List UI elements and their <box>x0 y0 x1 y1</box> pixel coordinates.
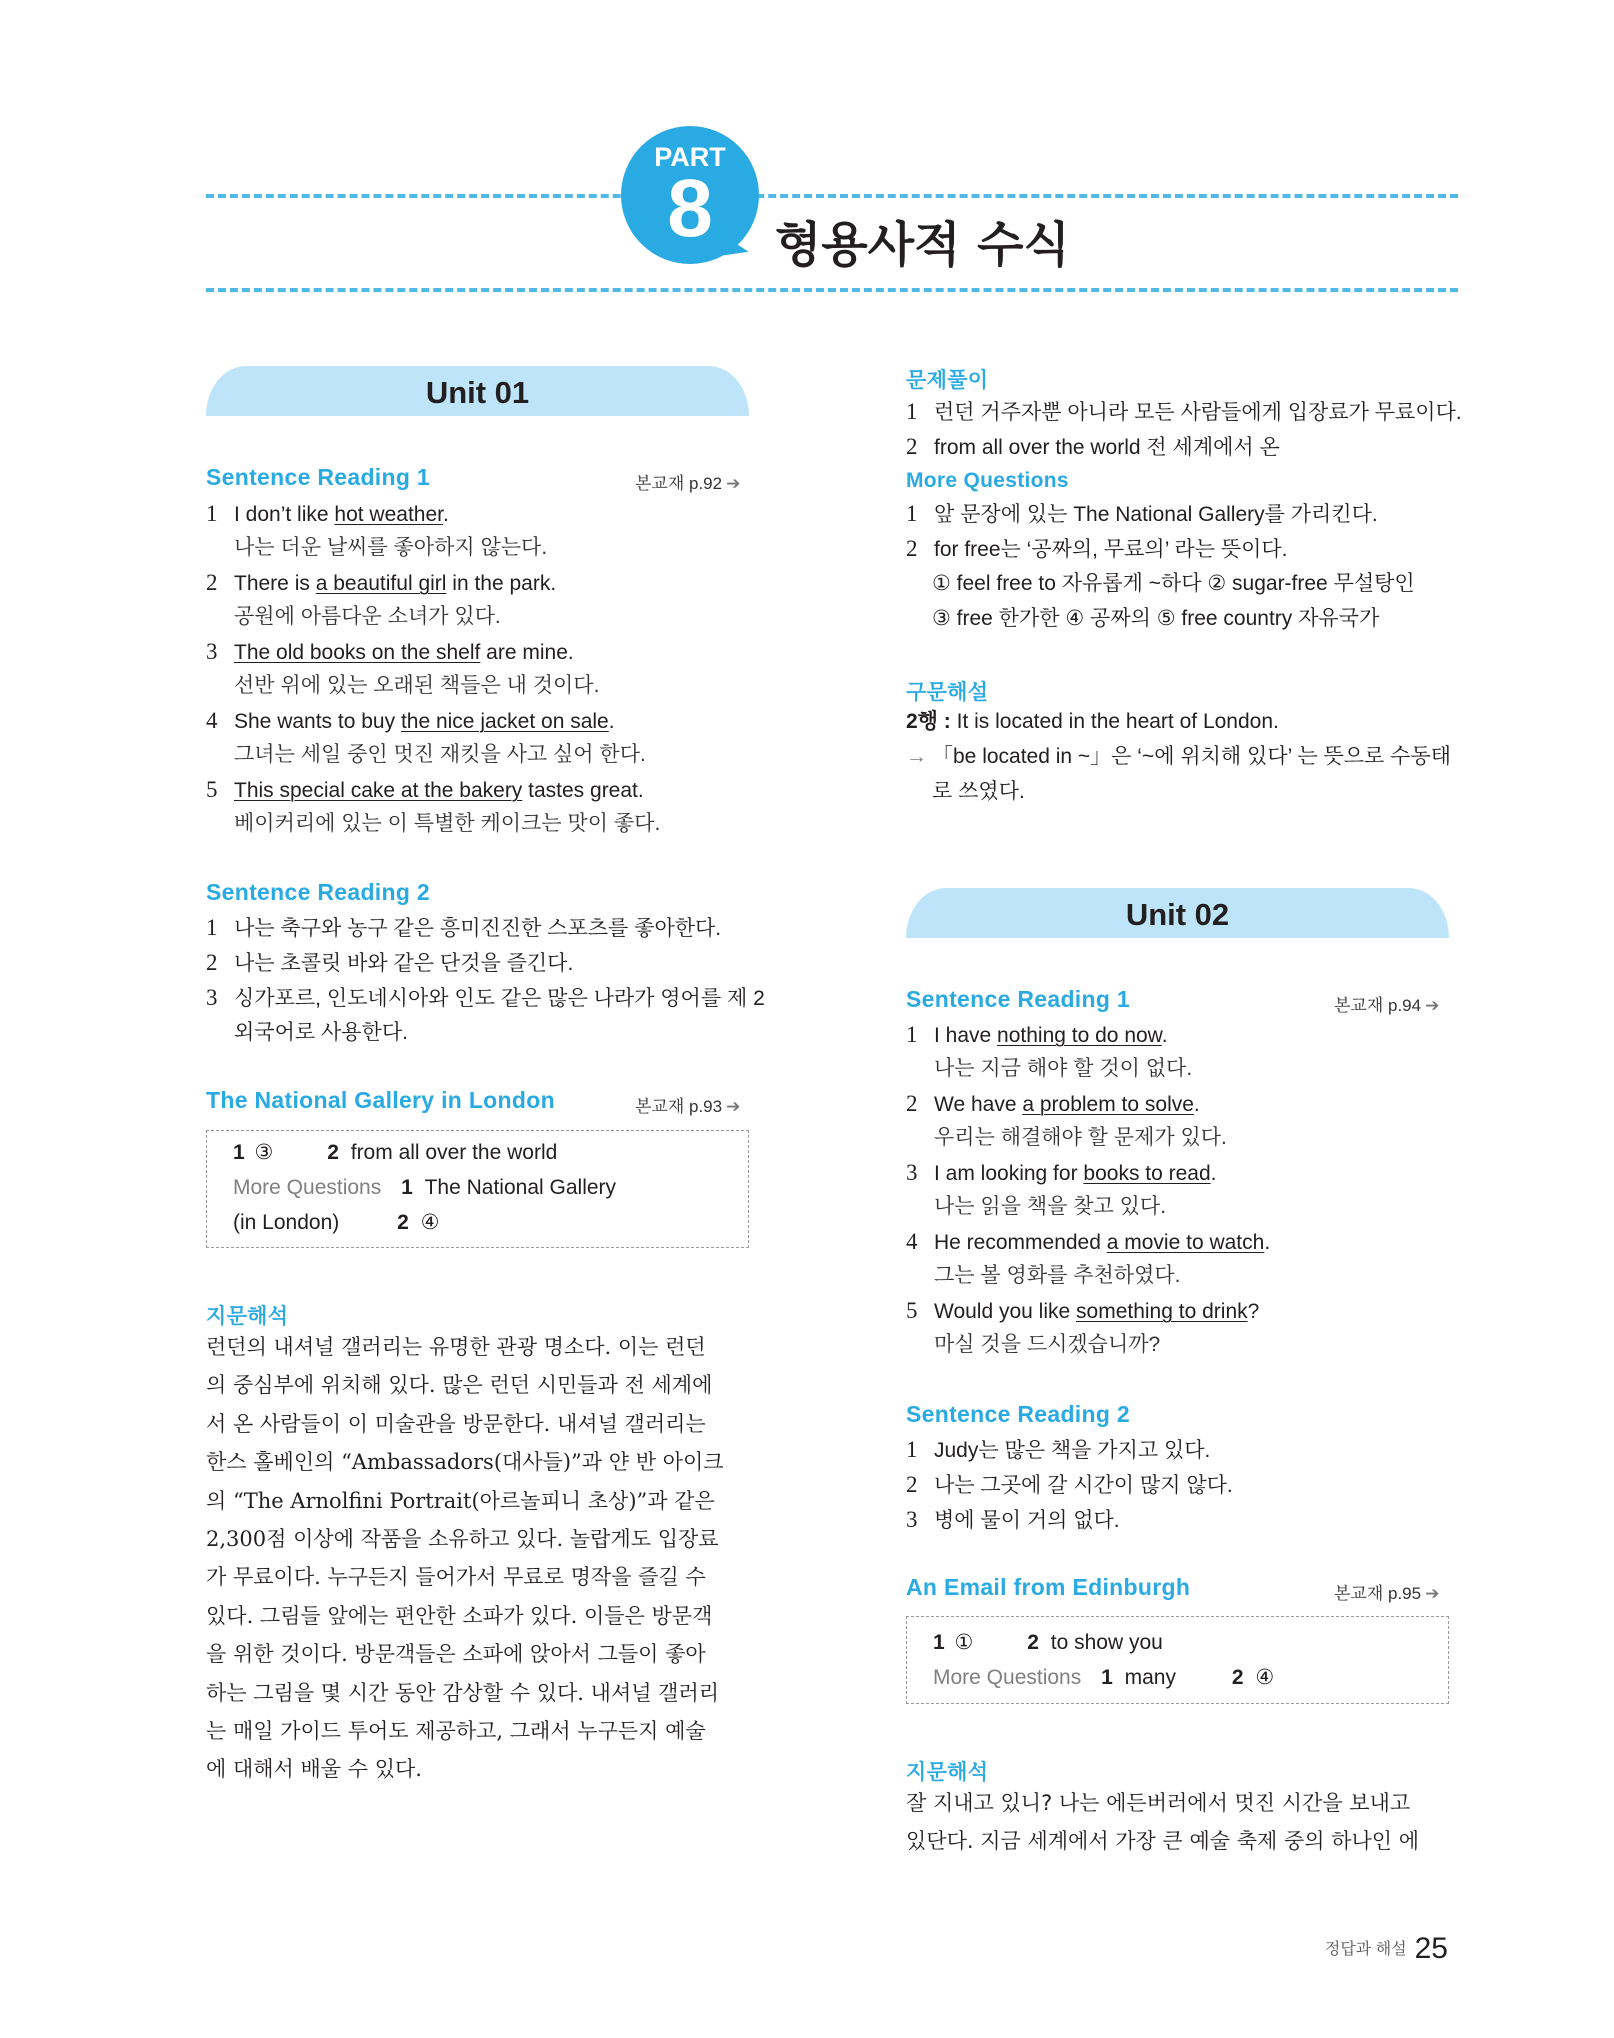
gallery-answer-row-1 <box>233 1139 557 1167</box>
sentence-korean: 그녀는 세일 중인 멋진 재킷을 사고 싶어 한다. <box>234 743 646 766</box>
right-jimun-title: 지문해석 <box>906 1761 989 1784</box>
gumun-explanation-text: 「be located in ~」은 ‘~에 위치해 있다’ 는 뜻으로 수동태 <box>932 745 1452 768</box>
left-jimun-paragraph <box>206 1328 724 1789</box>
part-label: PART <box>654 142 726 172</box>
sentence-pre: We have <box>934 1093 1023 1116</box>
gumun-line-text: It is located in the heart of London. <box>950 710 1279 733</box>
sentence-korean: 우리는 해결해야 할 문제가 있다. <box>934 1126 1227 1149</box>
item-number: 1 <box>906 501 918 526</box>
paragraph-line: 하는 그림을 몇 시간 동안 감상할 수 있다. 내셔널 갤러리 <box>206 1680 720 1705</box>
right-arrow-icon: ➔ <box>1425 1584 1440 1603</box>
left-sr2-title: Sentence Reading 2 <box>206 879 430 905</box>
sentence-post: . <box>1264 1231 1271 1254</box>
paragraph-line: 가 무료이다. 누구든지 들어가서 무료로 명작을 즐길 수 <box>206 1565 706 1590</box>
sentence-pre: He recommended <box>934 1231 1107 1254</box>
answer-num: 1 <box>933 1631 945 1654</box>
item-number: 1 <box>906 1437 918 1462</box>
sentence-english <box>906 1021 1168 1050</box>
munje-title: 문제풀이 <box>906 369 989 392</box>
sentence-underlined: a problem to solve <box>1022 1093 1194 1116</box>
answer-value: to show you <box>1050 1631 1163 1654</box>
numbered-item <box>206 914 721 943</box>
answer-value: ③ <box>254 1141 274 1164</box>
email-answer-row-1 <box>933 1629 1163 1657</box>
left-sr1-ref-text: 본교재 p.92 <box>635 474 723 493</box>
item-number: 2 <box>206 950 218 975</box>
sentence-korean: 마실 것을 드시겠습니까? <box>934 1333 1161 1356</box>
item-text-continued: 외국어로 사용한다. <box>234 1021 408 1044</box>
item-text: 싱가포르, 인도네시아와 인도 같은 많은 나라가 영어를 제 2 <box>234 987 765 1010</box>
sentence-underlined: something to drink <box>1076 1300 1248 1323</box>
item-number: 3 <box>206 985 218 1010</box>
sentence-korean: 그는 볼 영화를 추천하였다. <box>934 1264 1181 1287</box>
item-number: 3 <box>906 1160 918 1185</box>
right-arrow-icon: ➔ <box>726 1097 741 1116</box>
sentence-post: ? <box>1247 1300 1260 1323</box>
sentence-post: . <box>442 503 449 526</box>
part-title: 형용사적 수식 <box>775 217 1070 273</box>
item-number: 1 <box>206 501 218 526</box>
sentence-korean: 선반 위에 있는 오래된 책들은 내 것이다. <box>234 674 600 697</box>
part-number: 8 <box>667 163 713 254</box>
paragraph-line: 2,300점 이상에 작품을 소유하고 있다. 놀랍게도 입장료 <box>206 1527 719 1552</box>
paragraph-line: 을 위한 것이다. 방문객들은 소파에 앉아서 그들이 좋아 <box>206 1642 706 1667</box>
numbered-item <box>906 433 1280 462</box>
left-sr1-title: Sentence Reading 1 <box>206 464 430 490</box>
item-text: from all over the world 전 세계에서 온 <box>934 436 1280 459</box>
item-text: Judy는 많은 책을 가지고 있다. <box>934 1439 1211 1462</box>
answer-num: 2 <box>1231 1666 1244 1689</box>
item-text: 런던 거주자뿐 아니라 모든 사람들에게 입장료가 무료이다. <box>934 401 1462 424</box>
answer-value: from all over the world <box>350 1141 558 1164</box>
sentence-korean: 나는 읽을 책을 찾고 있다. <box>934 1195 1167 1218</box>
paragraph-line: 한스 홀베인의 “Ambassadors(대사들)”과 얀 반 아이크 <box>206 1450 724 1475</box>
item-number: 2 <box>906 434 918 459</box>
sentence-pre: Would you like <box>934 1300 1077 1323</box>
gallery-answer-row-3 <box>233 1209 439 1237</box>
sentence-underlined: a beautiful girl <box>315 572 447 595</box>
unit-02-label: Unit 02 <box>1125 897 1230 932</box>
email-ref-text: 본교재 p.95 <box>1334 1584 1422 1603</box>
right-sr2-title: Sentence Reading 2 <box>906 1401 1130 1427</box>
item-text: 나는 초콜릿 바와 같은 단것을 즐긴다. <box>234 952 574 975</box>
sentence-english <box>206 638 574 667</box>
item-number: 2 <box>906 1091 918 1116</box>
sentence-post: . <box>1210 1162 1217 1185</box>
sentence-korean: 공원에 아름다운 소녀가 있다. <box>234 605 501 628</box>
item-number: 3 <box>206 639 218 664</box>
answer-value: The National Gallery <box>424 1176 617 1199</box>
answer-num: 1 <box>1101 1666 1113 1689</box>
answer-value: many <box>1124 1666 1176 1689</box>
answer-num: 2 <box>327 1141 339 1164</box>
numbered-item <box>906 1471 1233 1500</box>
numbered-item <box>206 984 765 1013</box>
numbered-item <box>906 398 1462 427</box>
sentence-english <box>906 1090 1200 1119</box>
gallery-ref-text: 본교재 p.93 <box>635 1097 723 1116</box>
sentence-pre: There is <box>234 572 316 595</box>
right-sr1-ref-text: 본교재 p.94 <box>1334 996 1422 1015</box>
gallery-title: The National Gallery in London <box>206 1087 555 1113</box>
answer-num: 1 <box>233 1141 245 1164</box>
gumun-explanation-2: 로 쓰였다. <box>932 780 1025 803</box>
right-arrow-icon: ➔ <box>726 474 741 493</box>
sentence-english <box>906 1159 1217 1188</box>
sentence-english <box>206 776 644 805</box>
unit-01-label: Unit 01 <box>425 375 530 410</box>
header-bottom-dashed-line <box>206 288 1458 292</box>
item-number: 4 <box>206 708 218 733</box>
answer-value-cont: (in London) <box>233 1211 340 1234</box>
sentence-post: . <box>1161 1024 1168 1047</box>
paragraph-line: 에 대해서 배울 수 있다. <box>206 1757 422 1782</box>
right-arrow-icon: → <box>906 745 927 768</box>
paragraph-line: 잘 지내고 있니? 나는 에든버러에서 멋진 시간을 보내고 <box>906 1791 1411 1815</box>
paragraph-line: 의 “The Arnolfini Portrait(아르놀피니 초상)”과 같은 <box>206 1488 715 1513</box>
answer-num: 2 <box>1027 1631 1039 1654</box>
numbered-item <box>906 1436 1210 1465</box>
paragraph-line: 런던의 내셔널 갤러리는 유명한 관광 명소다. 이는 런던 <box>206 1335 706 1359</box>
sentence-post: . <box>1193 1093 1200 1116</box>
gumun-line-label: 2행 : <box>906 710 951 733</box>
gallery-answer-row-2 <box>233 1174 616 1202</box>
gumun-explanation-1 <box>906 743 1451 771</box>
sentence-english <box>906 1297 1259 1326</box>
sentence-underlined: books to read <box>1083 1162 1211 1185</box>
paragraph-line: 있단다. 지금 세계에서 가장 큰 예술 축제 중의 하나인 에 <box>906 1829 1420 1854</box>
right-jimun-paragraph <box>906 1784 1419 1861</box>
sentence-underlined: The old books on the shelf <box>234 641 481 664</box>
answer-num: 1 <box>401 1176 413 1199</box>
item-number: 5 <box>906 1298 918 1323</box>
sentence-pre: She wants to buy <box>234 710 401 733</box>
item-number: 1 <box>906 1022 918 1047</box>
sentence-post: in the park. <box>446 572 557 595</box>
email-answer-box <box>906 1616 1449 1704</box>
item-text: 나는 축구와 농구 같은 흥미진진한 스포츠를 좋아한다. <box>234 917 722 940</box>
page-number: 25 <box>1414 1932 1448 1965</box>
sentence-pre: I am looking for <box>934 1162 1084 1185</box>
header-top-dashed-line <box>206 194 1458 198</box>
paragraph-line: 있다. 그림들 앞에는 편안한 소파가 있다. 이들은 방문객 <box>206 1603 713 1628</box>
right-arrow-icon: ➔ <box>1425 996 1440 1015</box>
gumun-line <box>906 708 1279 736</box>
email-title: An Email from Edinburgh <box>906 1574 1191 1600</box>
gallery-answer-box <box>206 1130 749 1248</box>
item-number: 2 <box>906 536 918 561</box>
sentence-english <box>206 500 449 529</box>
more-questions-label: More Questions <box>233 1176 382 1199</box>
sentence-english <box>906 1228 1270 1257</box>
item-text: 앞 문장에 있는 The National Gallery를 가리킨다. <box>934 503 1378 526</box>
page-footer <box>1325 1932 1448 1966</box>
paragraph-line: 의 중심부에 위치해 있다. 많은 런던 시민들과 전 세계에 <box>206 1373 713 1398</box>
left-sr1-ref <box>635 469 740 494</box>
email-answer-row-2 <box>933 1664 1274 1692</box>
item-number: 1 <box>206 915 218 940</box>
sentence-post: tastes great. <box>522 779 644 802</box>
sentence-english <box>206 707 615 736</box>
item-number: 2 <box>206 570 218 595</box>
paragraph-line: 서 온 사람들이 이 미술관을 방문한다. 내셔널 갤러리는 <box>206 1411 706 1436</box>
sentence-english <box>206 569 556 598</box>
right-sr1-ref <box>1334 991 1439 1016</box>
gallery-ref <box>635 1092 740 1117</box>
numbered-item <box>906 500 1378 529</box>
left-jimun-title: 지문해석 <box>206 1305 289 1328</box>
answer-value: ④ <box>1255 1666 1275 1689</box>
item-number: 4 <box>906 1229 918 1254</box>
item-number: 3 <box>906 1507 918 1532</box>
part-badge <box>621 126 759 264</box>
sentence-underlined: hot weather <box>334 503 443 526</box>
unit-01-tab <box>206 366 749 416</box>
sentence-underlined: nothing to do now <box>997 1024 1162 1047</box>
sentence-korean: 나는 지금 해야 할 것이 없다. <box>934 1057 1193 1080</box>
item-text: for free는 ‘공짜의, 무료의’ 라는 뜻이다. <box>934 538 1288 561</box>
more-questions-options-1: ① feel free to 자유롭게 ~하다 ② sugar-free 무설탕인 <box>932 572 1415 595</box>
answer-value: ① <box>954 1631 974 1654</box>
item-text: 나는 그곳에 갈 시간이 많지 않다. <box>934 1474 1233 1497</box>
numbered-item <box>206 949 573 978</box>
more-questions-label: More Questions <box>933 1666 1082 1689</box>
item-number: 2 <box>906 1472 918 1497</box>
sentence-pre: I don’t like <box>234 503 335 526</box>
sentence-post: . <box>608 710 615 733</box>
item-number: 1 <box>906 399 918 424</box>
footer-label: 정답과 해설 <box>1324 1941 1407 1958</box>
sentence-korean: 베이커리에 있는 이 특별한 케이크는 맛이 좋다. <box>234 812 661 835</box>
sentence-korean: 나는 더운 날씨를 좋아하지 않는다. <box>234 536 548 559</box>
sentence-underlined: the nice jacket on sale <box>400 710 609 733</box>
answer-num: 2 <box>397 1211 409 1234</box>
sentence-pre: I have <box>934 1024 998 1047</box>
item-text: 병에 물이 거의 없다. <box>934 1509 1120 1532</box>
more-questions-options-2: ③ free 한가한 ④ 공짜의 ⑤ free country 자유국가 <box>932 607 1380 630</box>
sentence-post: are mine. <box>480 641 574 664</box>
numbered-item <box>906 1506 1120 1535</box>
paragraph-line: 는 매일 가이드 투어도 제공하고, 그래서 누구든지 예술 <box>206 1719 706 1744</box>
item-number: 5 <box>206 777 218 802</box>
right-sr1-title: Sentence Reading 1 <box>906 986 1130 1012</box>
sentence-underlined: This special cake at the bakery <box>234 779 523 802</box>
email-ref <box>1334 1579 1439 1604</box>
sentence-underlined: a movie to watch <box>1106 1231 1265 1254</box>
numbered-item <box>906 535 1288 564</box>
unit-02-tab <box>906 888 1449 938</box>
answer-value: ④ <box>420 1211 440 1234</box>
gumun-title: 구문해설 <box>906 681 989 704</box>
right-more-questions-title: More Questions <box>906 469 1069 492</box>
